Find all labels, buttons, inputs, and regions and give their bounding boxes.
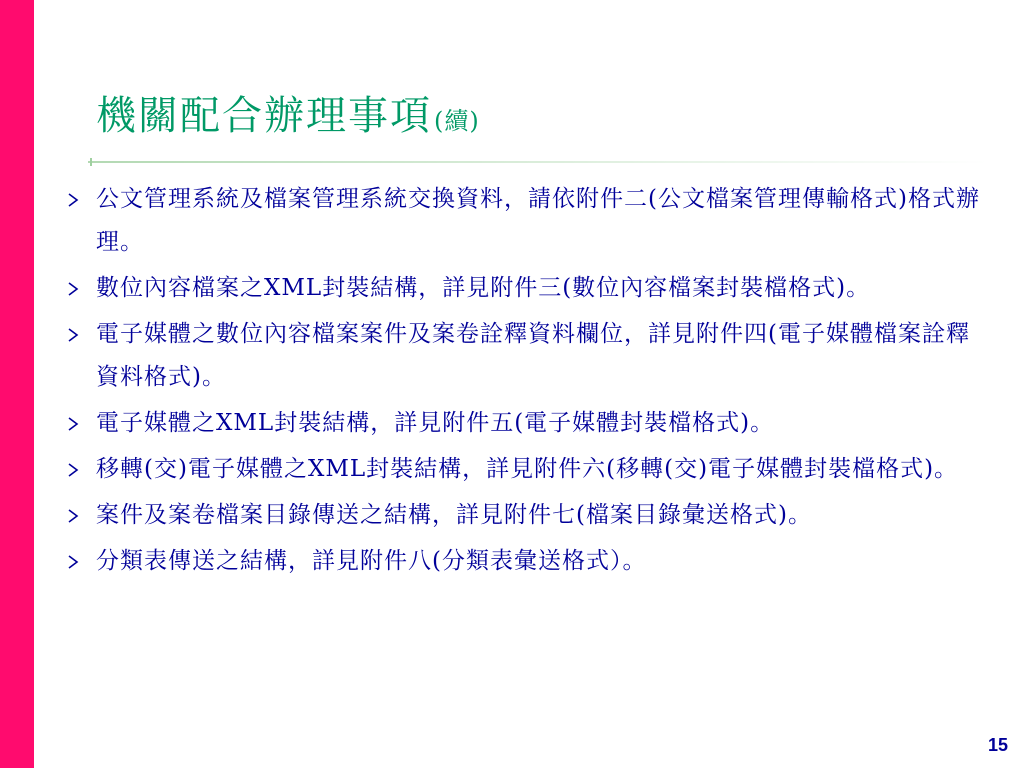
list-item xyxy=(60,540,990,583)
list-item xyxy=(60,178,990,264)
accent-bar xyxy=(0,0,34,768)
bullet-text: 電子媒體之數位內容檔案案件及案卷詮釋資料欄位，詳見附件四(電子媒體檔案詮釋資料格式)。 xyxy=(96,321,970,390)
chevron-right-icon xyxy=(64,553,82,571)
title-main: 機關配合辦理事項 xyxy=(96,93,432,139)
title-divider xyxy=(88,161,988,163)
bullet-text: 移轉(交)電子媒體之XML封裝結構，詳見附件六(移轉(交)電子媒體封裝檔格式)。 xyxy=(96,456,959,482)
chevron-right-icon xyxy=(64,280,82,298)
bullet-text: 電子媒體之XML封裝結構，詳見附件五(電子媒體封裝檔格式)。 xyxy=(96,410,775,436)
bullet-text: 數位內容檔案之XML封裝結構，詳見附件三(數位內容檔案封裝檔格式)。 xyxy=(96,275,871,301)
bullet-list xyxy=(60,178,990,586)
slide-title xyxy=(96,84,480,146)
list-item xyxy=(60,402,990,445)
bullet-text: 案件及案卷檔案目錄傳送之結構，詳見附件七(檔案目錄彙送格式)。 xyxy=(96,502,812,528)
bullet-text: 分類表傳送之結構，詳見附件八(分類表彙送格式）。 xyxy=(96,548,647,574)
chevron-right-icon xyxy=(64,191,82,209)
chevron-right-icon xyxy=(64,461,82,479)
chevron-right-icon xyxy=(64,507,82,525)
title-divider-tick xyxy=(90,158,92,166)
list-item xyxy=(60,448,990,491)
chevron-right-icon xyxy=(64,415,82,433)
chevron-right-icon xyxy=(64,326,82,344)
list-item xyxy=(60,267,990,310)
list-item xyxy=(60,313,990,399)
list-item xyxy=(60,494,990,537)
bullet-text: 公文管理系統及檔案管理系統交換資料，請依附件二(公文檔案管理傳輸格式)格式辦理。 xyxy=(96,186,980,255)
page-number: 15 xyxy=(987,735,1008,755)
title-suffix: (續) xyxy=(434,107,480,135)
